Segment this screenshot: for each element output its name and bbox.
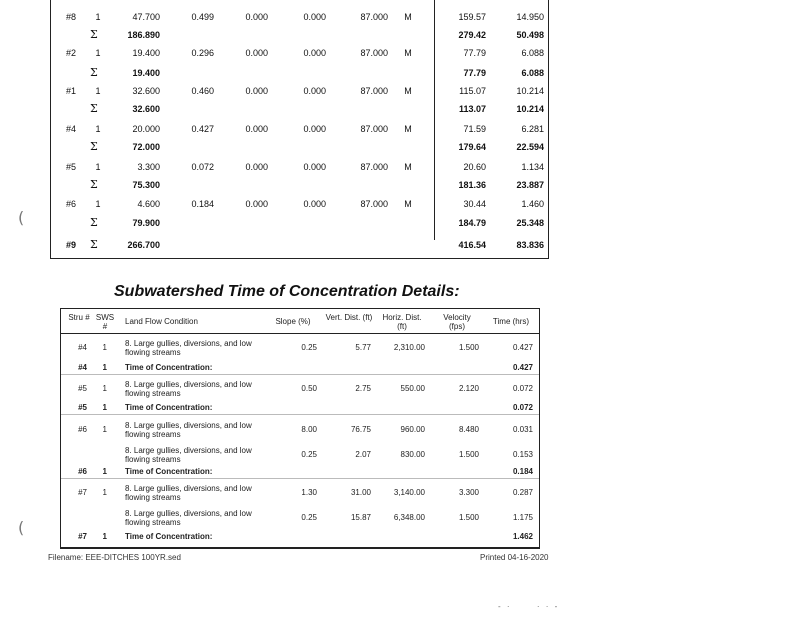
peak-value: 77.79 (463, 68, 486, 78)
volume-value: 10.214 (516, 104, 544, 114)
peak-value: 113.07 (458, 104, 486, 114)
header-velocity: Velocity (fps) (443, 313, 471, 331)
volume-value: 23.887 (516, 180, 544, 190)
column-value: 87.000 (360, 124, 388, 134)
column-value: 0.296 (191, 48, 214, 58)
slope-value: 0.50 (301, 384, 317, 393)
sws-number: 1 (102, 488, 107, 497)
slope-value: 0.25 (301, 450, 317, 459)
column-value: 87.000 (360, 12, 388, 22)
structure-id: #9 (66, 240, 77, 250)
binder-hole-mark: ( (18, 518, 25, 537)
peak-value: 181.36 (458, 180, 486, 190)
column-value: M (404, 124, 412, 134)
column-value: M (404, 12, 412, 22)
sws-number: 1 (102, 403, 107, 412)
header-horiz-dist: Horiz. Dist. (ft) (382, 313, 422, 331)
area-value: 32.600 (132, 86, 160, 96)
time-of-concentration-label: Time of Concentration: (125, 532, 213, 541)
peak-value: 159.57 (458, 12, 486, 22)
volume-value: 50.498 (516, 30, 544, 40)
total-time-value: 0.184 (512, 467, 533, 476)
page-title: Subwatershed Time of Concentration Details: (114, 283, 460, 300)
sigma-symbol: Σ (90, 216, 98, 229)
sws-number: 1 (102, 343, 107, 352)
area-value: 3.300 (137, 162, 160, 172)
velocity-value: 8.480 (458, 425, 479, 434)
sigma-symbol: Σ (90, 140, 98, 153)
horizontal-distance: 2,310.00 (393, 343, 425, 352)
horizontal-distance: 960.00 (400, 425, 425, 434)
column-value: 0.000 (245, 48, 268, 58)
column-value: 0.460 (191, 86, 214, 96)
structure-id: #4 (78, 343, 87, 352)
column-value: 0.427 (191, 124, 214, 134)
header-stru: Stru # (68, 313, 90, 322)
column-value: 87.000 (360, 48, 388, 58)
header-separator (61, 333, 539, 334)
area-total: 266.700 (127, 240, 160, 250)
volume-value: 6.281 (521, 124, 544, 134)
volume-value: 1.460 (521, 199, 544, 209)
row-separator (61, 374, 539, 375)
column-value: 87.000 (360, 86, 388, 96)
table-border-bottom (50, 258, 549, 259)
velocity-value: 3.300 (458, 488, 479, 497)
time-of-concentration-table (60, 308, 540, 549)
structure-id: #4 (66, 124, 77, 134)
vertical-distance: 5.77 (355, 343, 371, 352)
sigma-symbol: Σ (90, 238, 98, 251)
time-value: 0.427 (512, 343, 533, 352)
column-value: 87.000 (360, 199, 388, 209)
velocity-value: 1.500 (458, 513, 479, 522)
structure-id: #6 (78, 425, 87, 434)
sws-number: 1 (102, 467, 107, 476)
vertical-distance: 76.75 (350, 425, 371, 434)
horizontal-distance: 550.00 (400, 384, 425, 393)
area-total: 75.300 (132, 180, 160, 190)
structure-id: #8 (66, 12, 77, 22)
table-border-right (548, 0, 549, 258)
peak-value: 20.60 (463, 162, 486, 172)
structure-id: #6 (66, 199, 77, 209)
velocity-value: 1.500 (458, 450, 479, 459)
time-of-concentration-label: Time of Concentration: (125, 403, 213, 412)
area-value: 4.600 (137, 199, 160, 209)
header-land-flow: Land Flow Condition (125, 317, 198, 326)
column-value: 0.000 (245, 162, 268, 172)
total-time-value: 0.072 (512, 403, 533, 412)
volume-value: 6.088 (521, 68, 544, 78)
sigma-symbol: Σ (90, 66, 98, 79)
area-value: 19.400 (132, 48, 160, 58)
column-value: 0.000 (245, 199, 268, 209)
volume-value: 6.088 (521, 48, 544, 58)
header-time: Time (hrs) (492, 317, 530, 326)
land-flow-condition: 8. Large gullies, diversions, and low flowing streams (125, 339, 252, 357)
sigma-symbol: Σ (90, 28, 98, 41)
time-value: 0.031 (512, 425, 533, 434)
column-value: 0.000 (245, 86, 268, 96)
column-value: M (404, 48, 412, 58)
slope-value: 0.25 (301, 343, 317, 352)
volume-value: 1.134 (521, 162, 544, 172)
sws-number: 1 (95, 162, 101, 172)
footer-printed-date: Printed 04-16-2020 (480, 553, 549, 562)
structure-id: #7 (78, 532, 87, 541)
land-flow-condition: 8. Large gullies, diversions, and low flowing streams (125, 509, 252, 527)
structure-id: #2 (66, 48, 77, 58)
row-separator (61, 478, 539, 479)
horizontal-distance: 3,140.00 (393, 488, 425, 497)
time-of-concentration-label: Time of Concentration: (125, 363, 213, 372)
horizontal-distance: 830.00 (400, 450, 425, 459)
sws-number: 1 (95, 86, 101, 96)
peak-value: 179.64 (458, 142, 486, 152)
header-vert-dist: Vert. Dist. (ft) (325, 313, 373, 322)
area-value: 47.700 (132, 12, 160, 22)
footer-filename: Filename: EEE-DITCHES 100YR.sed (48, 553, 181, 562)
structure-id: #5 (66, 162, 77, 172)
peak-value: 30.44 (463, 199, 486, 209)
volume-value: 14.950 (516, 12, 544, 22)
area-total: 19.400 (132, 68, 160, 78)
sws-number: 1 (95, 199, 101, 209)
peak-value: 115.07 (459, 86, 486, 96)
column-value: 0.000 (303, 124, 326, 134)
row-separator (61, 414, 539, 415)
land-flow-condition: 8. Large gullies, diversions, and low flowing streams (125, 446, 252, 464)
area-total: 79.900 (132, 218, 160, 228)
land-flow-condition: 8. Large gullies, diversions, and low flowing streams (125, 484, 252, 502)
scan-specks: - · · · - (498, 602, 560, 611)
area-total: 72.000 (132, 142, 160, 152)
column-value: M (404, 86, 412, 96)
upper-summary-table (50, 0, 550, 262)
time-of-concentration-label: Time of Concentration: (125, 467, 213, 476)
structure-id: #5 (78, 384, 87, 393)
volume-value: 25.348 (516, 218, 544, 228)
vertical-distance: 2.07 (355, 450, 371, 459)
area-total: 186.890 (127, 30, 160, 40)
table-border-left (50, 0, 51, 258)
column-value: 0.499 (191, 12, 214, 22)
land-flow-condition: 8. Large gullies, diversions, and low flowing streams (125, 421, 252, 439)
header-sws: SWS # (95, 313, 115, 331)
volume-value: 83.836 (516, 240, 544, 250)
peak-value: 71.59 (463, 124, 486, 134)
sws-number: 1 (102, 532, 107, 541)
sws-number: 1 (102, 384, 107, 393)
column-value: M (404, 199, 412, 209)
sws-number: 1 (102, 363, 107, 372)
time-value: 0.153 (512, 450, 533, 459)
velocity-value: 2.120 (458, 384, 479, 393)
structure-id: #4 (78, 363, 87, 372)
structure-id: #5 (78, 403, 87, 412)
sws-number: 1 (95, 124, 101, 134)
slope-value: 0.25 (301, 513, 317, 522)
binder-hole-mark: ( (18, 208, 25, 227)
structure-id: #6 (78, 467, 87, 476)
peak-value: 279.42 (458, 30, 486, 40)
column-value: 0.072 (191, 162, 214, 172)
column-value: M (404, 162, 412, 172)
vertical-distance: 15.87 (350, 513, 371, 522)
structure-id: #7 (78, 488, 87, 497)
area-value: 20.000 (132, 124, 160, 134)
column-value: 87.000 (360, 162, 388, 172)
sws-number: 1 (95, 12, 101, 22)
column-value: 0.000 (245, 12, 268, 22)
vertical-distance: 2.75 (355, 384, 371, 393)
column-value: 0.000 (245, 124, 268, 134)
column-value: 0.000 (303, 162, 326, 172)
sws-number: 1 (102, 425, 107, 434)
sigma-symbol: Σ (90, 178, 98, 191)
volume-value: 10.214 (516, 86, 544, 96)
land-flow-condition: 8. Large gullies, diversions, and low flowing streams (125, 380, 252, 398)
volume-value: 22.594 (516, 142, 544, 152)
column-value: 0.000 (303, 86, 326, 96)
column-value: 0.000 (303, 48, 326, 58)
peak-value: 184.79 (458, 218, 486, 228)
sigma-symbol: Σ (90, 102, 98, 115)
total-time-value: 0.427 (512, 363, 533, 372)
column-value: 0.184 (191, 199, 214, 209)
column-value: 0.000 (303, 199, 326, 209)
vertical-distance: 31.00 (350, 488, 371, 497)
time-value: 0.287 (512, 488, 533, 497)
peak-value: 77.79 (463, 48, 486, 58)
time-value: 1.175 (512, 513, 533, 522)
area-total: 32.600 (132, 104, 160, 114)
sws-number: 1 (95, 48, 101, 58)
slope-value: 1.30 (301, 488, 317, 497)
peak-value: 416.54 (458, 240, 486, 250)
table-divider (434, 0, 435, 240)
velocity-value: 1.500 (458, 343, 479, 352)
horizontal-distance: 6,348.00 (393, 513, 425, 522)
time-value: 0.072 (512, 384, 533, 393)
header-slope: Slope (%) (275, 317, 311, 326)
total-time-value: 1.462 (512, 532, 533, 541)
slope-value: 8.00 (301, 425, 317, 434)
column-value: 0.000 (303, 12, 326, 22)
structure-id: #1 (66, 86, 77, 96)
